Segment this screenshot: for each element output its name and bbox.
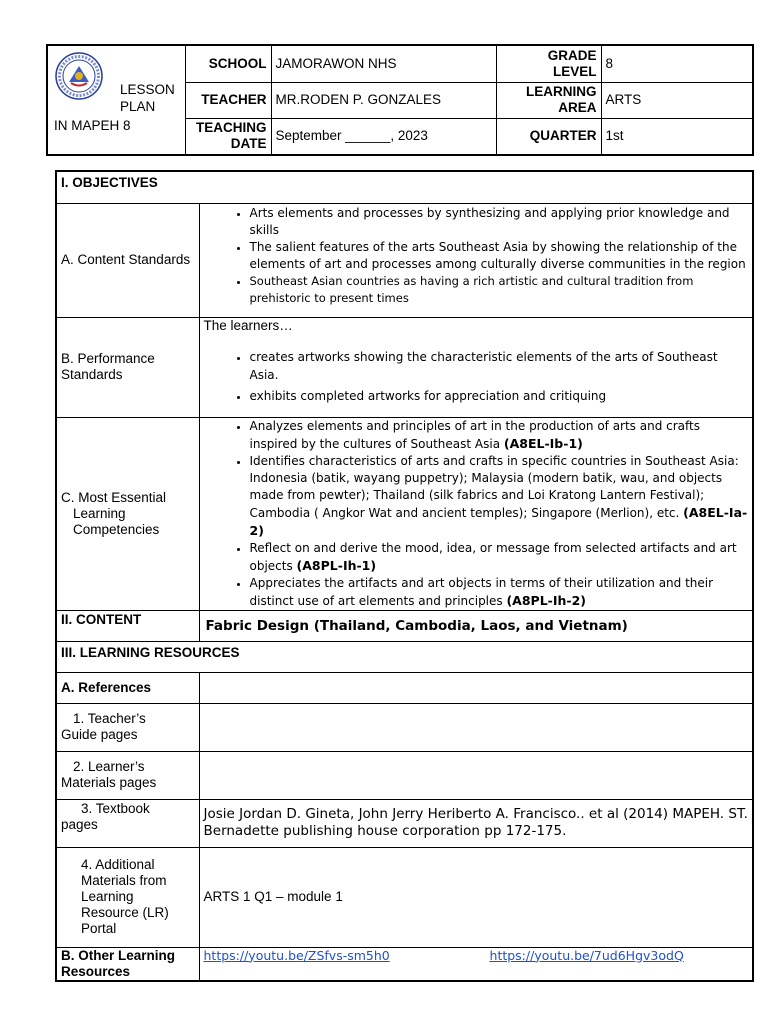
am-label-4: Resource (LR)	[81, 905, 169, 920]
performance-intro: The learners…	[203, 317, 293, 333]
lesson-plan-line2: PLAN	[120, 99, 156, 114]
am-label-3: Learning	[81, 889, 134, 904]
teaching-date-label-2: DATE	[230, 136, 267, 152]
learning-area-label-1: LEARNING	[526, 84, 597, 99]
objectives-title: I. OBJECTIVES	[56, 171, 753, 203]
melc-text: Analyzes elements and principles of art in the production of arts and crafts inspired by the cultures of Southeast Asia	[249, 418, 700, 451]
melc-cell	[199, 417, 753, 610]
learning-area-label-2: AREA	[558, 100, 597, 115]
lm-label-1: 2. Learner’s	[73, 759, 145, 774]
melc-label-2: Learning	[73, 505, 126, 521]
am-label-5: Portal	[81, 921, 117, 936]
quarter-value: 1st	[601, 118, 753, 155]
textbook-label	[56, 799, 199, 847]
teachers-guide-value	[199, 703, 753, 751]
grade-level-label-2: LEVEL	[552, 63, 597, 79]
list-item	[250, 453, 749, 540]
teachers-guide-label	[56, 703, 199, 751]
list-item	[250, 418, 749, 453]
additional-materials-label	[56, 847, 199, 947]
tb-label-1: 3. Textbook	[81, 800, 150, 816]
list-item	[250, 540, 749, 575]
performance-standards-cell	[199, 317, 753, 417]
learners-materials-value	[199, 751, 753, 799]
teaching-date-label-1: TEACHING	[196, 120, 267, 136]
performance-standards-label: B. Performance Standards	[56, 317, 199, 417]
melc-code: (A8PL-Ih-2)	[506, 592, 587, 608]
quarter-label: QUARTER	[496, 118, 601, 155]
other-label-2: Resources	[61, 963, 131, 979]
references-label: A. References	[56, 672, 199, 703]
header-table	[46, 44, 754, 156]
melc-text: Reflect on and derive the mood, idea, or message from selected artifacts and art objects	[249, 540, 737, 573]
melc-label-1: C. Most Essential	[61, 489, 167, 505]
list-item	[250, 575, 749, 610]
teacher-label: TEACHER	[185, 82, 271, 118]
content-value: Fabric Design (Thailand, Cambodia, Laos, and Vietnam)	[199, 610, 753, 641]
learning-area-value: ARTS	[601, 82, 753, 118]
logo-cell	[47, 45, 185, 155]
grade-level-value: 8	[601, 45, 753, 82]
melc-code: (A8EL-Ib-1)	[503, 435, 583, 451]
list-item: • Southeast Asian countries as having a rich artistic and cultural tradition from prehistoric to present times	[250, 273, 749, 307]
references-value	[199, 672, 753, 703]
learning-area-label	[496, 82, 601, 118]
content-title: II. CONTENT	[56, 610, 199, 641]
list-item: • creates artworks showing the characteristic elements of the arts of Southeast Asia.	[250, 348, 749, 384]
tb-label-2: pages	[61, 816, 98, 832]
school-label: SCHOOL	[185, 45, 271, 82]
melc-text: Appreciates the artifacts and art objects in terms of their utilization and their distinct use of art elements and principles	[249, 575, 714, 608]
am-label-2: Materials from	[81, 873, 167, 888]
teaching-date-label	[185, 118, 271, 155]
youtube-link-2[interactable]: https://youtu.be/7ud6Hgv3odQ	[489, 947, 684, 963]
lm-label-2: Materials pages	[61, 775, 157, 790]
content-standards-list	[204, 205, 749, 307]
teaching-date-value: September ______, 2023	[271, 118, 496, 155]
youtube-link-1[interactable]: https://youtu.be/ZSfvs-sm5h0	[203, 947, 390, 963]
performance-standards-list	[204, 348, 749, 405]
melc-label	[56, 417, 199, 610]
melc-label-3: Competencies	[73, 521, 160, 537]
tg-label-1: 1. Teacher’s	[73, 711, 146, 726]
additional-materials-value: ARTS 1 Q1 – module 1	[199, 847, 753, 947]
melc-list	[204, 418, 749, 610]
grade-level-label	[496, 45, 601, 82]
lesson-plan-line1: LESSON	[120, 82, 175, 97]
am-label-1: 4. Additional	[81, 857, 155, 872]
list-item: • The salient features of the arts Southeast Asia by showing the relationship of the elements of art and processes among culturally diverse communities in the region	[250, 239, 749, 273]
textbook-value: Josie Jordan D. Gineta, John Jerry Heriberto A. Francisco.. et al (2014) MAPEH. ST. Bernadette publishing house corporation pp 172-175.	[199, 799, 753, 847]
other-resources-label	[56, 947, 199, 981]
deped-seal-icon	[55, 52, 103, 100]
teacher-value: MR.RODEN P. GONZALES	[271, 82, 496, 118]
melc-code: (A8EL-Ia-2)	[249, 504, 748, 538]
melc-text: Identifies characteristics of arts and crafts in specific countries in Southeast Asia: Indonesia (batik, wayang puppetry); Malaysia (modern batik, wau, and objects made from pewter); Thailand (silk fabrics and Loi Kratong Lantern Festival); Cambodia ( Angkor Wat and ancient temples); Singapore (Merlion), etc.	[249, 453, 739, 520]
grade-level-label-1: GRADE	[547, 47, 597, 63]
learners-materials-label	[56, 751, 199, 799]
tg-label-2: Guide pages	[61, 727, 138, 742]
lesson-plan-line3: IN MAPEH 8	[54, 118, 131, 133]
school-value: JAMORAWON NHS	[271, 45, 496, 82]
list-item: • Arts elements and processes by synthesizing and applying prior knowledge and skills	[250, 205, 749, 239]
other-label-1: B. Other Learning	[61, 947, 176, 963]
learning-resources-title: III. LEARNING RESOURCES	[56, 641, 753, 672]
list-item: • exhibits completed artworks for appreciation and critiquing	[250, 387, 749, 405]
melc-code: (A8PL-Ih-1)	[296, 557, 377, 573]
content-standards-cell	[199, 203, 753, 317]
content-standards-label: A. Content Standards	[56, 203, 199, 317]
other-resources-value	[199, 947, 753, 981]
lesson-plan-table	[55, 170, 754, 982]
